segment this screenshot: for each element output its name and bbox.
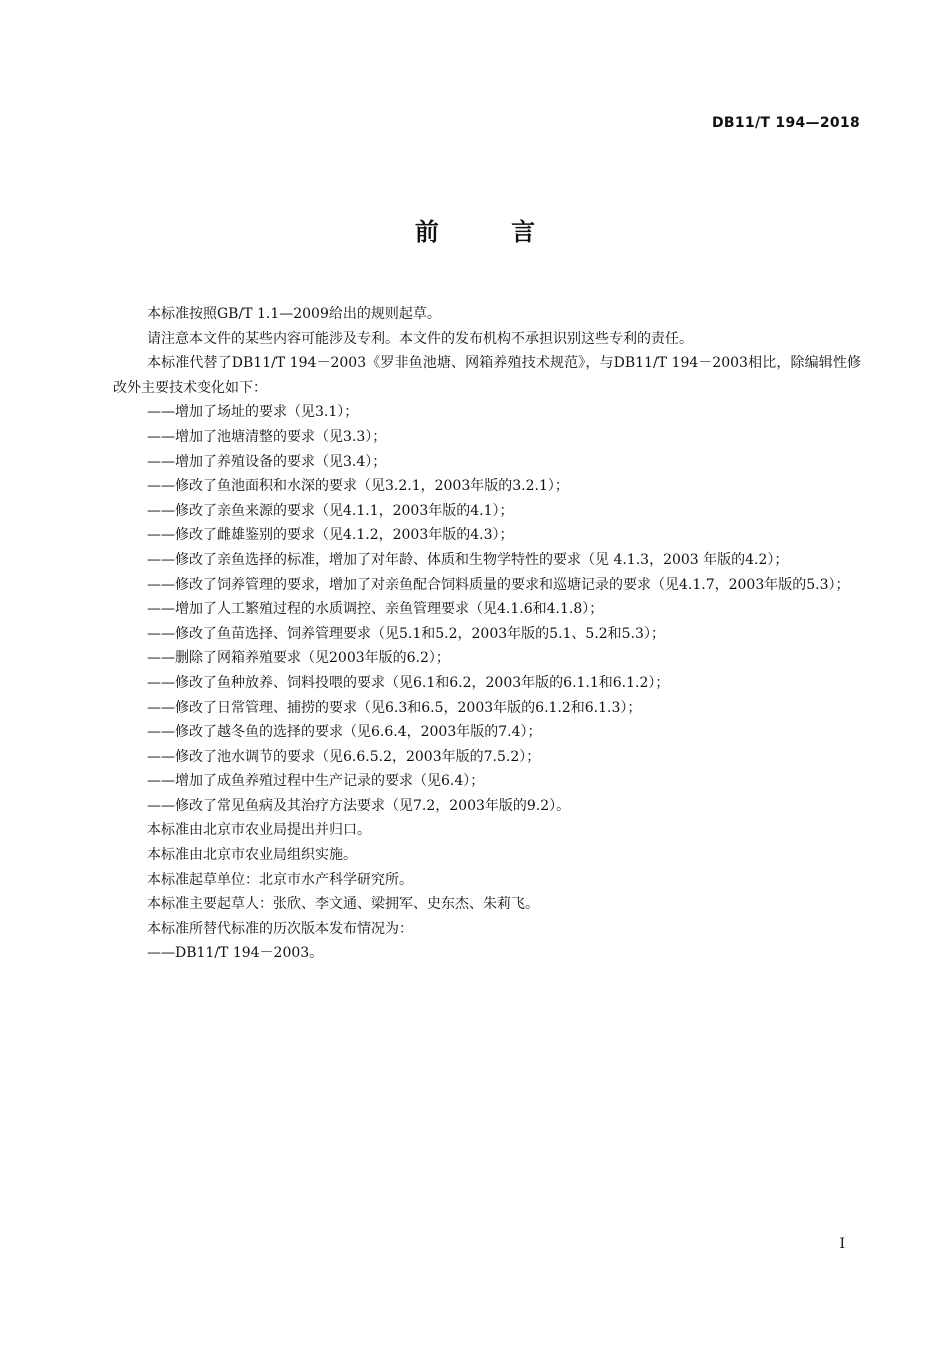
paragraph-implementer: 本标准由北京市农业局组织实施。 [147,847,357,864]
paragraph-patent-notice: 请注意本文件的某些内容可能涉及专利。本文件的发布机构不承担识别这些专利的责任。 [147,330,693,347]
change-item: ——修改了饲养管理的要求，增加了对亲鱼配合饲料质量的要求和巡塘记录的要求（见4.1.7，2003年版的5.3）； [147,576,850,593]
change-item: ——修改了亲鱼选择的标准，增加了对年龄、体质和生物学特性的要求（见 4.1.3，2003 年版的4.2）； [147,551,789,568]
change-item: ——修改了雌雄鉴别的要求（见4.1.2，2003年版的4.3）； [147,527,514,544]
change-item: ——修改了日常管理、捕捞的要求（见6.3和6.5，2003年版的6.1.2和6.1.3）； [147,699,642,716]
page-number: I [839,1236,845,1252]
change-item: ——修改了鱼种放养、饲料投喂的要求（见6.1和6.2，2003年版的6.1.1和6.1.2）； [147,674,670,691]
paragraph-drafting-unit: 本标准起草单位：北京市水产科学研究所。 [147,871,413,888]
change-item: ——增加了养殖设备的要求（见3.4）； [147,453,387,470]
change-item: ——修改了常见鱼病及其治疗方法要求（见7.2，2003年版的9.2）。 [147,797,571,814]
paragraph-replacement: 本标准代替了DB11/T 194－2003《罗非鱼池塘、网箱养殖技术规范》，与DB11/T 194－2003相比，除编辑性修改外主要技术变化如下： [113,355,861,396]
previous-version-item: ——DB11/T 194－2003。 [147,945,324,962]
paragraph-drafters: 本标准主要起草人：张欣、李文通、梁拥军、史东杰、朱莉飞。 [147,896,539,913]
foreword-body [113,302,861,966]
change-item: ——增加了成鱼养殖过程中生产记录的要求（见6.4）； [147,773,485,790]
document-code: DB11/T 194—2018 [712,115,860,131]
change-item: ——删除了网箱养殖要求（见2003年版的6.2）； [147,650,450,667]
change-item: ——修改了亲鱼来源的要求（见4.1.1，2003年版的4.1）； [147,502,514,519]
paragraph-proposer: 本标准由北京市农业局提出并归口。 [147,822,371,839]
paragraph-history-intro: 本标准所替代标准的历次版本发布情况为： [147,920,413,937]
change-item: ——增加了人工繁殖过程的水质调控、亲鱼管理要求（见4.1.6和4.1.8）； [147,601,604,618]
change-item: ——增加了池塘清整的要求（见3.3）； [147,428,387,445]
change-item: ——修改了越冬鱼的选择的要求（见6.6.4，2003年版的7.4）； [147,724,542,741]
section-title: 前 言 [414,218,568,246]
change-item: ——修改了鱼池面积和水深的要求（见3.2.1，2003年版的3.2.1）； [147,478,569,495]
paragraph-drafting-rules: 本标准按照GB/T 1.1—2009给出的规则起草。 [147,306,441,322]
change-item: ——修改了池水调节的要求（见6.6.5.2，2003年版的7.5.2）； [147,748,541,765]
change-item: ——修改了鱼苗选择、饲养管理要求（见5.1和5.2，2003年版的5.1、5.2和5.3）； [147,625,665,642]
change-item: ——增加了场址的要求（见3.1）； [147,404,359,421]
